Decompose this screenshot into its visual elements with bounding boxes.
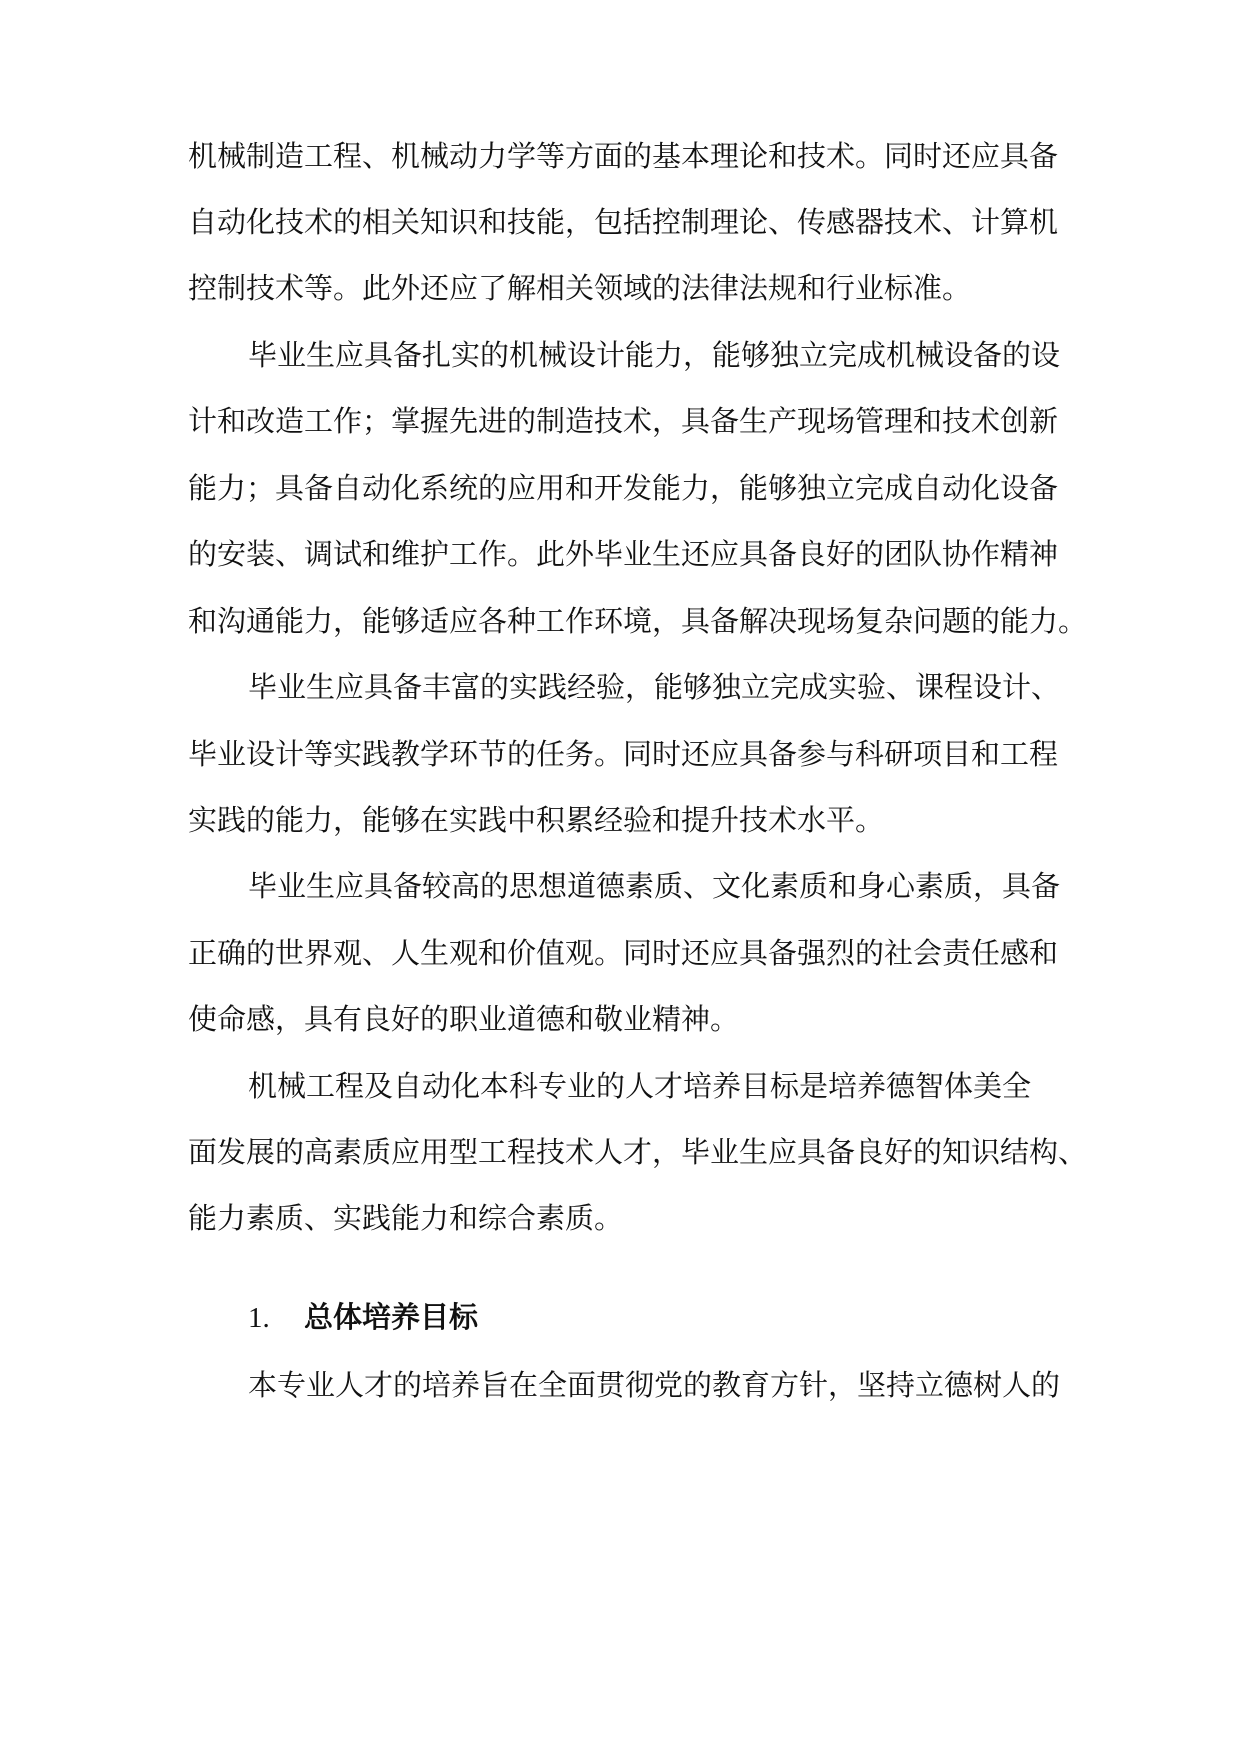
paragraph-first-line: 毕业生应具备丰富的实践经验，能够独立完成实验、课程设计、: [248, 670, 1061, 704]
section-number: 1.: [248, 1302, 270, 1334]
body-line: 毕业设计等实践教学环节的任务。同时还应具备参与科研项目和工程: [188, 737, 1059, 771]
body-line: 面发展的高素质应用型工程技术人才，毕业生应具备良好的知识结构、: [188, 1135, 1088, 1169]
body-line: 能力；具备自动化系统的应用和开发能力，能够独立完成自动化设备: [188, 471, 1059, 505]
body-line: 和沟通能力，能够适应各种工作环境，具备解决现场复杂问题的能力。: [188, 604, 1088, 638]
body-line: 自动化技术的相关知识和技能，包括控制理论、传感器技术、计算机: [188, 205, 1059, 239]
section-title: 总体培养目标: [304, 1300, 479, 1334]
body-line: 能力素质、实践能力和综合素质。: [188, 1201, 624, 1235]
body-line: 机械制造工程、机械动力学等方面的基本理论和技术。同时还应具备: [188, 139, 1059, 173]
section-heading: [248, 1299, 478, 1336]
body-line: 使命感，具有良好的职业道德和敬业精神。: [188, 1002, 740, 1036]
paragraph-first-line: 毕业生应具备较高的思想道德素质、文化素质和身心素质，具备: [248, 869, 1061, 903]
paragraph-first-line: 毕业生应具备扎实的机械设计能力，能够独立完成机械设备的设: [248, 338, 1061, 372]
body-line: 计和改造工作；掌握先进的制造技术，具备生产现场管理和技术创新: [188, 404, 1059, 438]
body-line: 控制技术等。此外还应了解相关领域的法律法规和行业标准。: [188, 271, 972, 305]
paragraph-first-line: 本专业人才的培养旨在全面贯彻党的教育方针，坚持立德树人的: [248, 1368, 1061, 1402]
body-line: 的安装、调试和维护工作。此外毕业生还应具备良好的团队协作精神: [188, 537, 1059, 571]
paragraph-first-line: 机械工程及自动化本科专业的人才培养目标是培养德智体美全: [248, 1069, 1032, 1103]
body-line: 正确的世界观、人生观和价值观。同时还应具备强烈的社会责任感和: [188, 936, 1059, 970]
body-line: 实践的能力，能够在实践中积累经验和提升技术水平。: [188, 803, 885, 837]
